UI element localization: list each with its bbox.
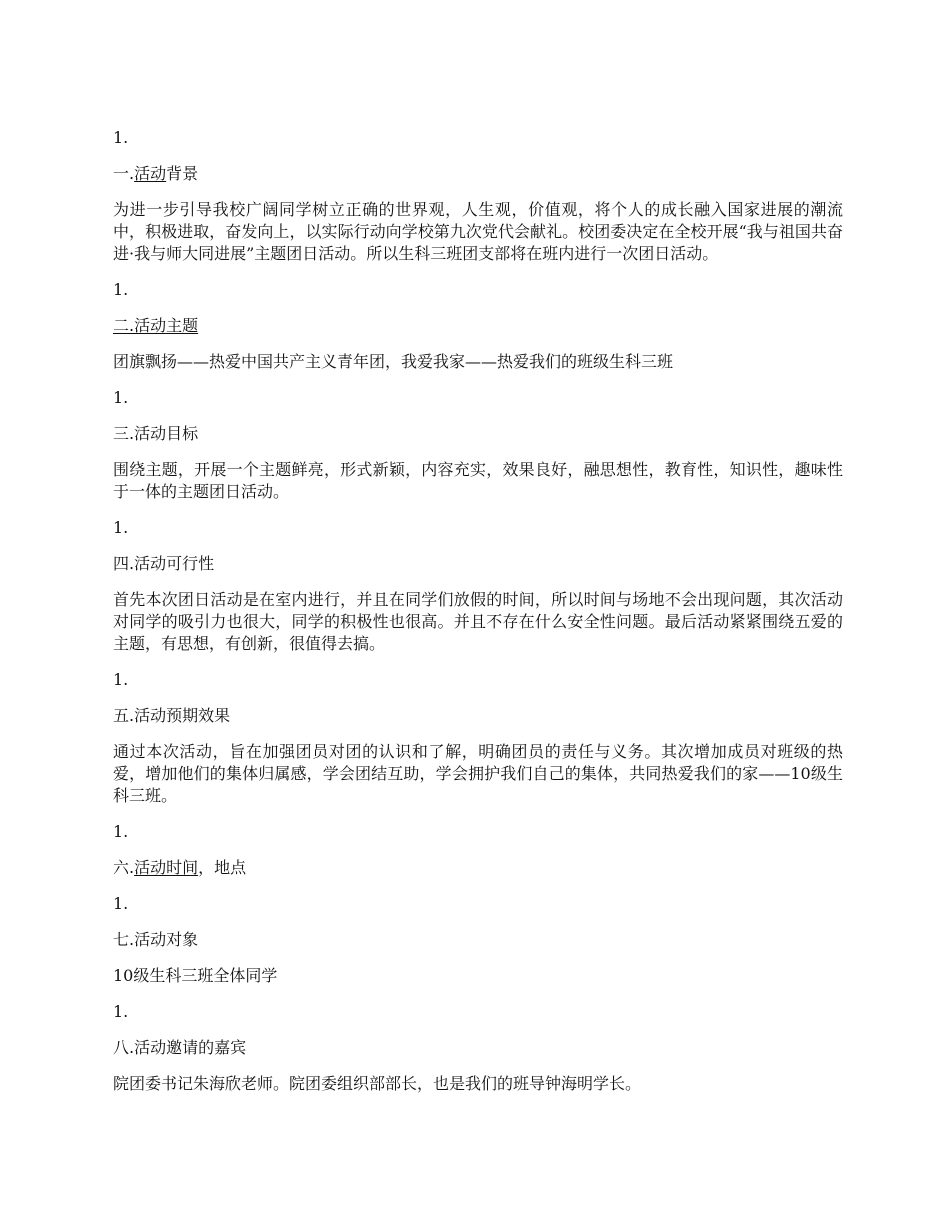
list-number: 1.: [113, 822, 129, 841]
list-number: 1.: [113, 894, 129, 913]
heading-suffix: ，地点: [198, 858, 247, 877]
list-number: 1.: [113, 280, 129, 299]
heading-underlined: 活动: [134, 164, 167, 183]
heading-prefix: 六.: [113, 858, 135, 877]
list-number: 1.: [113, 1002, 129, 1021]
section-paragraph: 团旗飘扬——热爱中国共产主义青年团，我爱我家——热爱我们的班级生科三班: [113, 352, 674, 371]
section-paragraph: 10级生科三班全体同学: [113, 966, 278, 985]
section-paragraph: 为进一步引导我校广阔同学树立正确的世界观，人生观，价值观，将个人的成长融入国家进展的潮流中，积极进取，奋发向上，以实际行动向学校第九次党代会献礼。校团委决定在全校开展“我与祖国共奋进·我与师大同进展”主题团日活动。所以生科三班团支部将在班内进行一次团日活动。: [113, 200, 843, 263]
heading-underlined: 二.活动主题: [113, 316, 199, 335]
section-heading-time-place: [113, 857, 843, 879]
section-paragraph: 首先本次团日活动是在室内进行，并且在同学们放假的时间，所以时间与场地不会出现问题，其次活动对同学的吸引力也很大，同学的积极性也很高。并且不存在什么安全性问题。最后活动紧紧围绕五爱的主题，有思想，有创新，很值得去搞。: [113, 590, 843, 653]
list-number: 1.: [113, 388, 129, 407]
section-heading-background: [113, 163, 843, 185]
section-heading-feasibility: 四.活动可行性: [113, 554, 215, 573]
section-heading-theme: [113, 315, 843, 337]
section-paragraph: 通过本次活动，旨在加强团员对团的认识和了解，明确团员的责任与义务。其次增加成员对班级的热爱，增加他们的集体归属感，学会团结互助，学会拥护我们自己的集体，共同热爱我们的家——10级生科三班。: [113, 742, 843, 805]
section-paragraph: 院团委书记朱海欣老师。院团委组织部部长，也是我们的班导钟海明学长。: [113, 1074, 642, 1093]
heading-prefix: 一.: [113, 164, 135, 183]
section-heading-audience: 七.活动对象: [113, 930, 199, 949]
list-number: 1.: [113, 128, 129, 147]
section-heading-goal: 三.活动目标: [113, 424, 199, 443]
list-number: 1.: [113, 518, 129, 537]
section-heading-guests: 八.活动邀请的嘉宾: [113, 1038, 247, 1057]
document-page: [113, 127, 843, 1109]
section-paragraph: 围绕主题，开展一个主题鲜亮，形式新颖，内容充实，效果良好，融思想性，教育性，知识性，趣味性于一体的主题团日活动。: [113, 460, 843, 501]
heading-underlined: 活动时间: [134, 858, 199, 877]
section-heading-effect: 五.活动预期效果: [113, 706, 231, 725]
list-number: 1.: [113, 670, 129, 689]
heading-suffix: 背景: [166, 164, 199, 183]
